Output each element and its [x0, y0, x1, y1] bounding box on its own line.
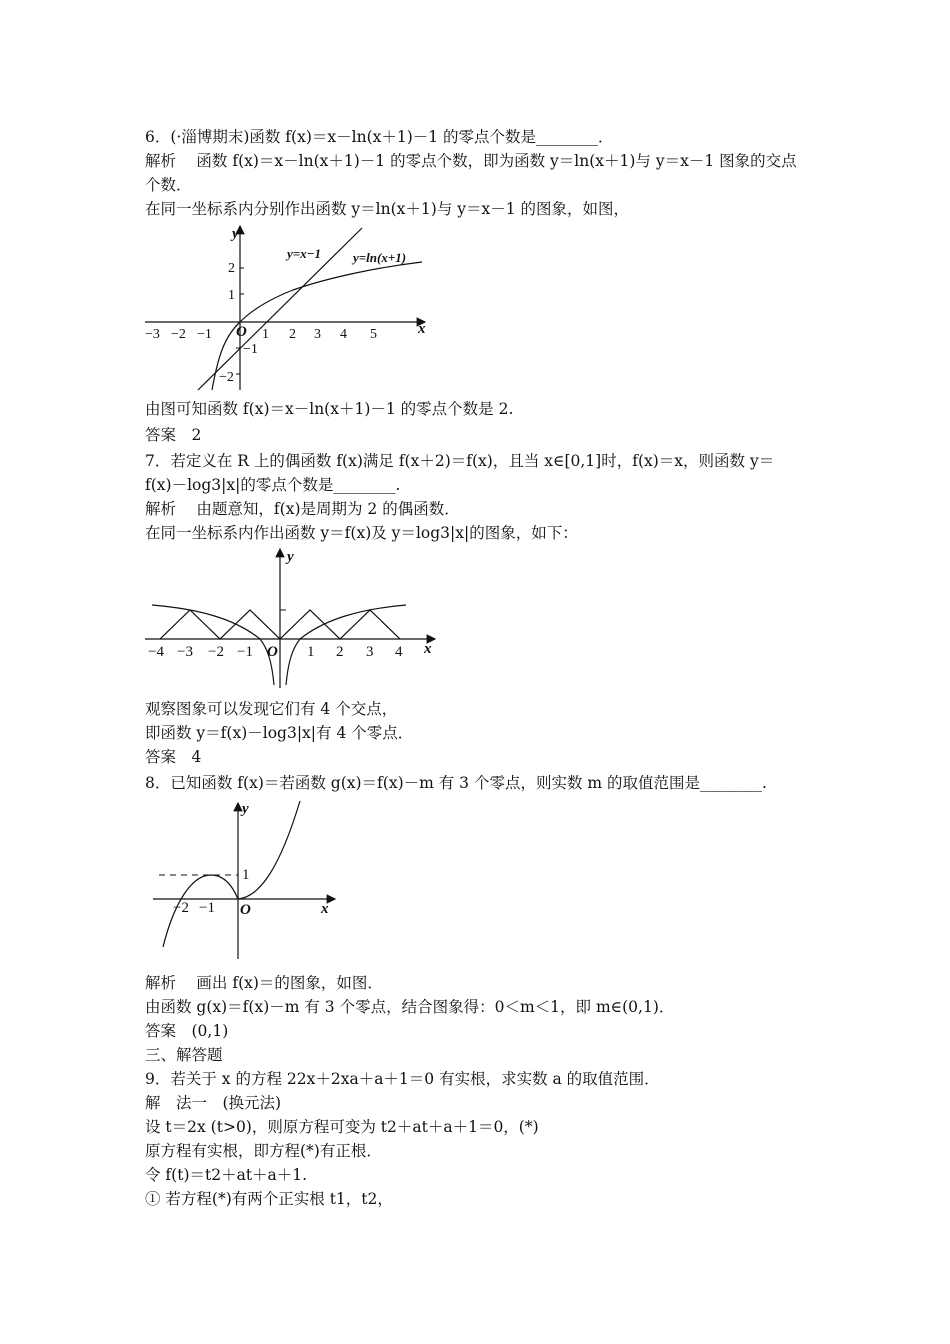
axis-y-label: y: [232, 226, 239, 242]
q8-analysis-line2: 由函数 g(x)＝f(x)－m 有 3 个零点，结合图象得：0＜m＜1，即 m∈(0,1)．: [145, 998, 675, 1016]
x-tick: −2: [173, 900, 189, 916]
figure-periodic-vs-log: [140, 545, 440, 690]
q6-conclusion: 由图可知函数 f(x)＝x－ln(x＋1)－1 的零点个数是 2.: [145, 400, 514, 418]
x-tick: −2: [171, 327, 186, 342]
q7-title-line1: 7．若定义在 R 上的偶函数 f(x)满足 f(x＋2)＝f(x)，且当 x∈[0,1]时，f(x)＝x，则函数 y＝: [145, 452, 775, 470]
section-3-heading: 三、解答题: [145, 1046, 223, 1064]
q6-answer: 答案 2: [145, 426, 202, 444]
x-tick: 1: [262, 327, 269, 342]
x-tick: 2: [289, 327, 296, 342]
q7-conclusion: 即函数 y＝f(x)－log3|x|有 4 个零点．: [145, 724, 414, 742]
q6-analysis-line1: 解析 函数 f(x)＝x－ln(x＋1)－1 的零点个数，即为函数 y＝ln(x＋1)与 y＝x－1 图象的交点: [145, 152, 797, 170]
axis-y-label: y: [287, 549, 294, 565]
q8-answer: 答案 (0,1): [145, 1022, 229, 1040]
x-tick: 3: [366, 644, 374, 660]
x-tick: −3: [177, 644, 193, 660]
q8-analysis-line1: 解析 画出 f(x)＝的图象，如图．: [145, 974, 383, 992]
line-y-x-minus-1: [198, 228, 362, 390]
x-tick: −4: [148, 644, 164, 660]
x-tick: 1: [307, 644, 315, 660]
y-tick: 1: [228, 288, 235, 303]
figure-ln-vs-line: [140, 222, 440, 394]
x-tick: 4: [395, 644, 403, 660]
q8-title: 8．已知函数 f(x)＝若函数 g(x)＝f(x)－m 有 3 个零点，则实数 m 的取值范围是________.: [145, 774, 767, 792]
axis-x-label: x: [418, 321, 426, 337]
q7-analysis-line2: 在同一坐标系内作出函数 y＝f(x)及 y＝log3|x|的图象，如下：: [145, 524, 578, 542]
label-log: y=ln(x+1): [353, 250, 407, 265]
y-tick: 2: [228, 261, 235, 276]
y-tick: −2: [219, 370, 234, 385]
q7-analysis-line1: 解析 由题意知，f(x)是周期为 2 的偶函数．: [145, 500, 460, 518]
x-tick: 4: [340, 327, 347, 342]
x-tick: 2: [336, 644, 344, 660]
q9-step1: 设 t＝2x (t>0)，则原方程可变为 t2＋at＋a＋1＝0，(*): [145, 1118, 539, 1136]
x-tick: −1: [197, 327, 212, 342]
x-tick: −3: [145, 327, 160, 342]
y-tick: 1: [242, 867, 250, 883]
origin-label: O: [236, 324, 247, 340]
x-tick: 5: [370, 327, 377, 342]
q9-title: 9．若关于 x 的方程 22x＋2xa＋a＋1＝0 有实根，求实数 a 的取值范围．: [145, 1070, 660, 1088]
figure-piecewise: [145, 797, 345, 962]
axis-y-label: y: [242, 801, 249, 817]
q6-analysis-line2: 个数．: [145, 176, 192, 194]
origin-label: O: [240, 902, 251, 918]
axis-x-label: x: [321, 901, 329, 917]
x-tick: −1: [237, 644, 253, 660]
q6-analysis-line3: 在同一坐标系内分别作出函数 y＝ln(x＋1)与 y＝x－1 的图象，如图，: [145, 200, 630, 218]
x-tick: −2: [208, 644, 224, 660]
y-tick: −1: [243, 342, 258, 357]
q9-method: 解 法一 (换元法): [145, 1094, 282, 1112]
q7-answer: 答案 4: [145, 748, 202, 766]
q7-observe: 观察图象可以发现它们有 4 个交点，: [145, 700, 398, 718]
label-line: y=x−1: [287, 246, 322, 261]
axis-x-label: x: [424, 641, 432, 657]
origin-label: O: [267, 644, 278, 660]
q9-step3: 令 f(t)＝t2＋at＋a＋1.: [145, 1166, 308, 1184]
log-curve-right: [286, 605, 406, 685]
x-tick: −1: [199, 900, 215, 916]
q7-title-line2: f(x)－log3|x|的零点个数是________.: [145, 476, 401, 494]
x-tick: 3: [314, 327, 321, 342]
q9-step2: 原方程有实根，即方程(*)有正根．: [145, 1142, 382, 1160]
q6-title: 6．(·淄博期末)函数 f(x)＝x－ln(x＋1)－1 的零点个数是________．: [145, 128, 614, 146]
q9-step4: ① 若方程(*)有两个正实根 t1，t2，: [145, 1190, 393, 1208]
